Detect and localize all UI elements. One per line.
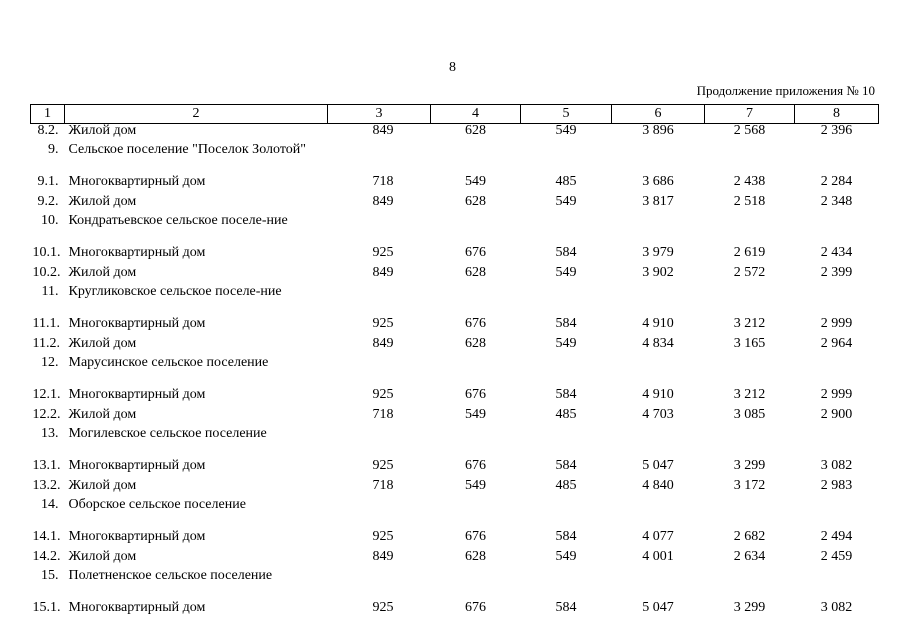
value-cell [705, 285, 795, 317]
value-cell: 925 [372, 245, 394, 260]
value-cell: 5 047 [642, 458, 674, 473]
value-cell: 485 [555, 406, 577, 422]
value-cell: 2 634 [733, 548, 766, 564]
value-cell: 2 572 [733, 264, 766, 280]
value-cell: 676 [465, 387, 486, 402]
value-cell [795, 569, 879, 601]
row-number: 11.2. [32, 335, 60, 351]
value-cell: 4 834 [642, 335, 674, 351]
value-cell: 549 [555, 264, 577, 280]
value-cell: 3 299 [733, 600, 766, 615]
value-cell: 925 [372, 600, 394, 615]
column-header: 7 [705, 105, 795, 124]
value-cell [328, 356, 431, 388]
value-cell [795, 143, 879, 175]
row-number: 13.1. [32, 458, 61, 473]
value-cell: 2 348 [820, 193, 853, 209]
row-number: 14.1. [32, 529, 61, 544]
value-cell: 549 [465, 406, 486, 422]
section-row [31, 143, 879, 175]
value-cell: 3 085 [733, 406, 766, 422]
value-cell: 4 910 [642, 316, 674, 331]
value-cell [521, 214, 612, 246]
row-number: 13.2. [32, 477, 61, 493]
value-cell [328, 427, 431, 459]
column-header: 5 [521, 105, 612, 124]
row-name: Многоквартирный дом [68, 600, 206, 615]
section-row [31, 214, 879, 246]
value-cell: 849 [372, 193, 394, 209]
row-name: Жилой дом [68, 477, 137, 493]
row-name: Жилой дом [68, 406, 137, 422]
value-cell [431, 498, 521, 530]
value-cell: 3 212 [733, 387, 766, 402]
table-row [31, 459, 879, 479]
section-name: Сельское поселение "Поселок Золотой" [68, 142, 306, 157]
value-cell: 2 438 [733, 174, 766, 189]
value-cell [328, 498, 431, 530]
value-cell: 2 619 [733, 245, 766, 260]
value-cell [431, 143, 521, 175]
row-name: Многоквартирный дом [68, 174, 206, 189]
value-cell [705, 143, 795, 175]
value-cell: 2 494 [820, 529, 853, 544]
value-cell [612, 356, 705, 388]
table-row [31, 408, 879, 428]
value-cell [705, 214, 795, 246]
row-number: 11.1. [32, 316, 60, 331]
value-cell: 718 [372, 174, 394, 189]
value-cell: 676 [465, 600, 486, 615]
column-header: 4 [431, 105, 521, 124]
section-row [31, 569, 879, 601]
column-header: 2 [65, 105, 328, 124]
value-cell [431, 427, 521, 459]
value-cell: 849 [372, 335, 394, 351]
table-row [31, 388, 879, 408]
table-header-row [31, 105, 879, 124]
page-number: 8 [449, 60, 456, 75]
table-row [31, 195, 879, 215]
table-row [31, 337, 879, 357]
value-cell [612, 569, 705, 601]
value-cell: 584 [555, 458, 577, 473]
value-cell: 3 817 [642, 193, 674, 209]
row-name: Жилой дом [68, 123, 137, 138]
value-cell: 549 [465, 174, 486, 189]
value-cell [328, 143, 431, 175]
value-cell: 3 172 [733, 477, 766, 493]
row-number: 12. [41, 355, 59, 370]
value-cell: 628 [465, 335, 486, 351]
value-cell: 4 077 [642, 529, 674, 544]
value-cell: 925 [372, 387, 394, 402]
table-row [31, 530, 879, 550]
value-cell: 849 [372, 264, 394, 280]
row-name: Многоквартирный дом [68, 316, 206, 331]
value-cell: 676 [465, 245, 486, 260]
value-cell [795, 427, 879, 459]
value-cell [521, 569, 612, 601]
value-cell [328, 214, 431, 246]
value-cell: 2 682 [733, 529, 766, 544]
value-cell: 925 [372, 458, 394, 473]
value-cell: 4 840 [642, 477, 674, 493]
section-name: Могилевское сельское поселение [68, 426, 267, 441]
column-header: 8 [795, 105, 879, 124]
row-number: 12.2. [32, 406, 61, 422]
value-cell: 718 [372, 406, 394, 422]
row-number: 8.2. [37, 123, 59, 138]
value-cell: 4 910 [642, 387, 674, 402]
section-name: Кондратьевское сельское поселе-ние [68, 213, 288, 228]
value-cell: 549 [555, 123, 577, 138]
value-cell [612, 285, 705, 317]
value-cell [431, 214, 521, 246]
value-cell: 718 [372, 477, 394, 493]
value-cell: 485 [555, 477, 577, 493]
section-name: Кругликовское сельское поселе-ние [68, 284, 282, 299]
row-name: Жилой дом [68, 548, 137, 564]
value-cell: 2 518 [733, 193, 766, 209]
section-row [31, 356, 879, 388]
value-cell: 849 [372, 548, 394, 564]
table-row [31, 266, 879, 286]
value-cell: 2 284 [820, 174, 853, 189]
row-number: 9. [48, 142, 59, 157]
value-cell: 925 [372, 316, 394, 331]
row-number: 15. [41, 568, 59, 583]
value-cell [431, 285, 521, 317]
value-cell: 3 165 [733, 335, 766, 351]
row-number: 10.2. [32, 264, 61, 280]
value-cell [705, 498, 795, 530]
value-cell: 2 999 [820, 316, 853, 331]
value-cell: 584 [555, 245, 577, 260]
value-cell [795, 285, 879, 317]
value-cell: 584 [555, 387, 577, 402]
value-cell: 628 [465, 264, 486, 280]
value-cell: 2 399 [820, 264, 853, 280]
value-cell: 3 686 [642, 174, 674, 189]
table-row [31, 550, 879, 570]
value-cell: 3 896 [642, 123, 674, 138]
value-cell: 2 983 [820, 477, 853, 493]
value-cell: 3 082 [820, 600, 853, 615]
value-cell: 676 [465, 316, 486, 331]
value-cell: 3 212 [733, 316, 766, 331]
value-cell [705, 427, 795, 459]
value-cell: 5 047 [642, 600, 674, 615]
value-cell: 676 [465, 458, 486, 473]
column-header: 3 [328, 105, 431, 124]
row-number: 13. [41, 426, 59, 441]
value-cell [705, 356, 795, 388]
value-cell: 2 434 [820, 245, 853, 260]
row-number: 12.1. [32, 387, 61, 402]
table-body [31, 124, 879, 621]
value-cell: 2 459 [820, 548, 853, 564]
value-cell: 3 902 [642, 264, 674, 280]
value-cell [612, 214, 705, 246]
value-cell [795, 498, 879, 530]
value-cell: 628 [465, 193, 486, 209]
value-cell: 3 299 [733, 458, 766, 473]
table-row [31, 124, 879, 144]
row-number: 10.1. [32, 245, 61, 260]
value-cell: 3 082 [820, 458, 853, 473]
value-cell: 628 [465, 123, 486, 138]
value-cell: 2 900 [820, 406, 853, 422]
value-cell: 549 [555, 548, 577, 564]
value-cell: 485 [555, 174, 577, 189]
section-row [31, 427, 879, 459]
value-cell [521, 143, 612, 175]
table-row [31, 175, 879, 195]
value-cell: 2 396 [820, 123, 853, 138]
value-cell: 676 [465, 529, 486, 544]
value-cell [521, 498, 612, 530]
row-number: 14.2. [32, 548, 61, 564]
value-cell: 628 [465, 548, 486, 564]
value-cell [521, 285, 612, 317]
row-name: Многоквартирный дом [68, 529, 206, 544]
value-cell: 3 979 [642, 245, 674, 260]
value-cell: 4 703 [642, 406, 674, 422]
row-name: Многоквартирный дом [68, 387, 206, 402]
value-cell: 549 [465, 477, 486, 493]
table-row [31, 601, 879, 621]
value-cell [521, 427, 612, 459]
value-cell [328, 569, 431, 601]
value-cell [431, 569, 521, 601]
table-row [31, 246, 879, 266]
row-name: Жилой дом [68, 193, 137, 209]
value-cell: 4 001 [642, 548, 674, 564]
value-cell [328, 285, 431, 317]
row-number: 9.2. [37, 193, 59, 209]
section-row [31, 285, 879, 317]
value-cell: 584 [555, 316, 577, 331]
row-number: 10. [41, 213, 59, 228]
value-cell: 2 999 [820, 387, 853, 402]
column-header: 1 [31, 105, 65, 124]
value-cell [612, 427, 705, 459]
value-cell [612, 143, 705, 175]
table-row [31, 317, 879, 337]
value-cell: 2 568 [733, 123, 766, 138]
value-cell: 2 964 [820, 335, 853, 351]
row-name: Многоквартирный дом [68, 245, 206, 260]
column-header: 6 [612, 105, 705, 124]
value-cell [612, 498, 705, 530]
row-name: Многоквартирный дом [68, 458, 206, 473]
row-number: 9.1. [37, 174, 59, 189]
section-name: Полетненское сельское поселение [68, 568, 273, 583]
row-number: 15.1. [32, 600, 61, 615]
value-cell [795, 214, 879, 246]
row-number: 14. [41, 497, 59, 512]
tariff-table [30, 104, 879, 621]
value-cell [431, 356, 521, 388]
row-name: Жилой дом [68, 335, 137, 351]
value-cell: 925 [372, 529, 394, 544]
row-name: Жилой дом [68, 264, 137, 280]
continuation-label: Продолжение приложения № 10 [696, 83, 875, 98]
section-name: Марусинское сельское поселение [68, 355, 269, 370]
value-cell: 584 [555, 600, 577, 615]
value-cell: 849 [372, 123, 394, 138]
value-cell [705, 569, 795, 601]
section-row [31, 498, 879, 530]
section-name: Оборское сельское поселение [68, 497, 246, 512]
value-cell: 584 [555, 529, 577, 544]
value-cell [795, 356, 879, 388]
value-cell [521, 356, 612, 388]
value-cell: 549 [555, 193, 577, 209]
table-row [31, 479, 879, 499]
value-cell: 549 [555, 335, 577, 351]
row-number: 11. [41, 284, 59, 299]
